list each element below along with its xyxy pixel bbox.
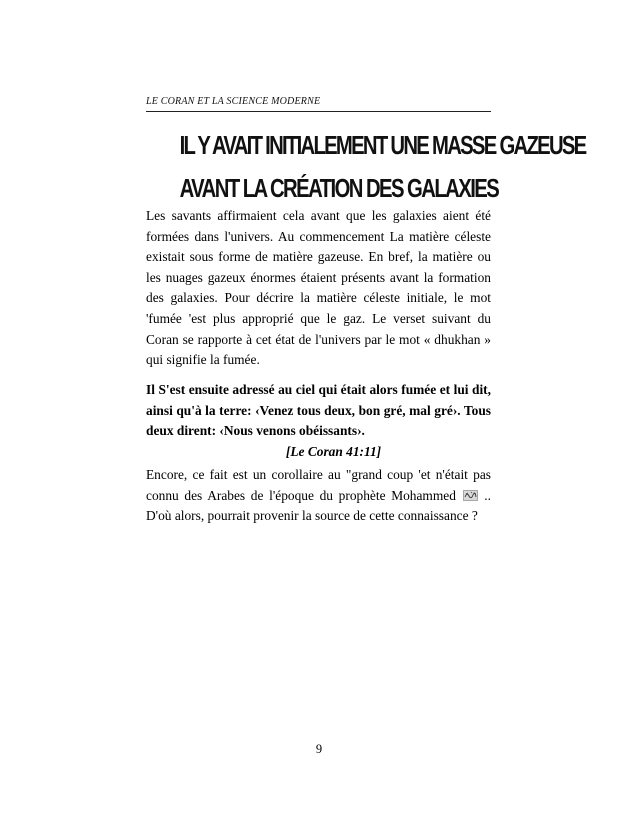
arabic-calligraphy-seal-icon	[463, 487, 478, 498]
paragraph-2-text-end: .. D'où alors, pourrait provenir la source de cette connaissance ?	[146, 487, 491, 524]
quran-quote	[146, 380, 491, 462]
chapter-title	[140, 130, 586, 203]
body-paragraph-1: Les savants affirmaient cela avant que les galaxies aient été formées dans l'univers. Au commencement La matière céleste existait sous forme de matière gazeuse. En bref, la matière ou les nuages gazeux énormes étaient présents avant la formation des galaxies. Pour décrire la matière céleste initiale, le mot 'fumée 'est plus approprié que le gaz. Le verset suivant du Coran se rapporte à cet état de l'univers par le mot « dhukhan » qui signifie la fumée.	[146, 208, 491, 368]
header-rule	[146, 111, 491, 112]
quote-reference: [Le Coran 41:11]	[285, 443, 382, 459]
body-paragraph-2	[146, 465, 491, 527]
paragraph-2-text-start: Encore, ce fait est un corollaire au "grand coup 'et n'était pas connu des Arabes de l'époque du prophète Mohammed	[146, 467, 491, 503]
chapter-title-line-1: IL Y AVAIT INITIALEMENT UNE MASSE GAZEUSE	[179, 130, 586, 160]
running-header: LE CORAN ET LA SCIENCE MODERNE	[146, 96, 321, 107]
quote-text: Il S'est ensuite adressé au ciel qui était alors fumée et lui dit, ainsi qu'à la terre: ‹Venez tous deux, bon gré, mal gré›. Tous deux dirent: ‹Nous venons obéissants›.	[146, 382, 491, 439]
chapter-title-line-2: AVANT LA CRÉATION DES GALAXIES	[179, 173, 499, 203]
page-number: 9	[315, 742, 323, 756]
